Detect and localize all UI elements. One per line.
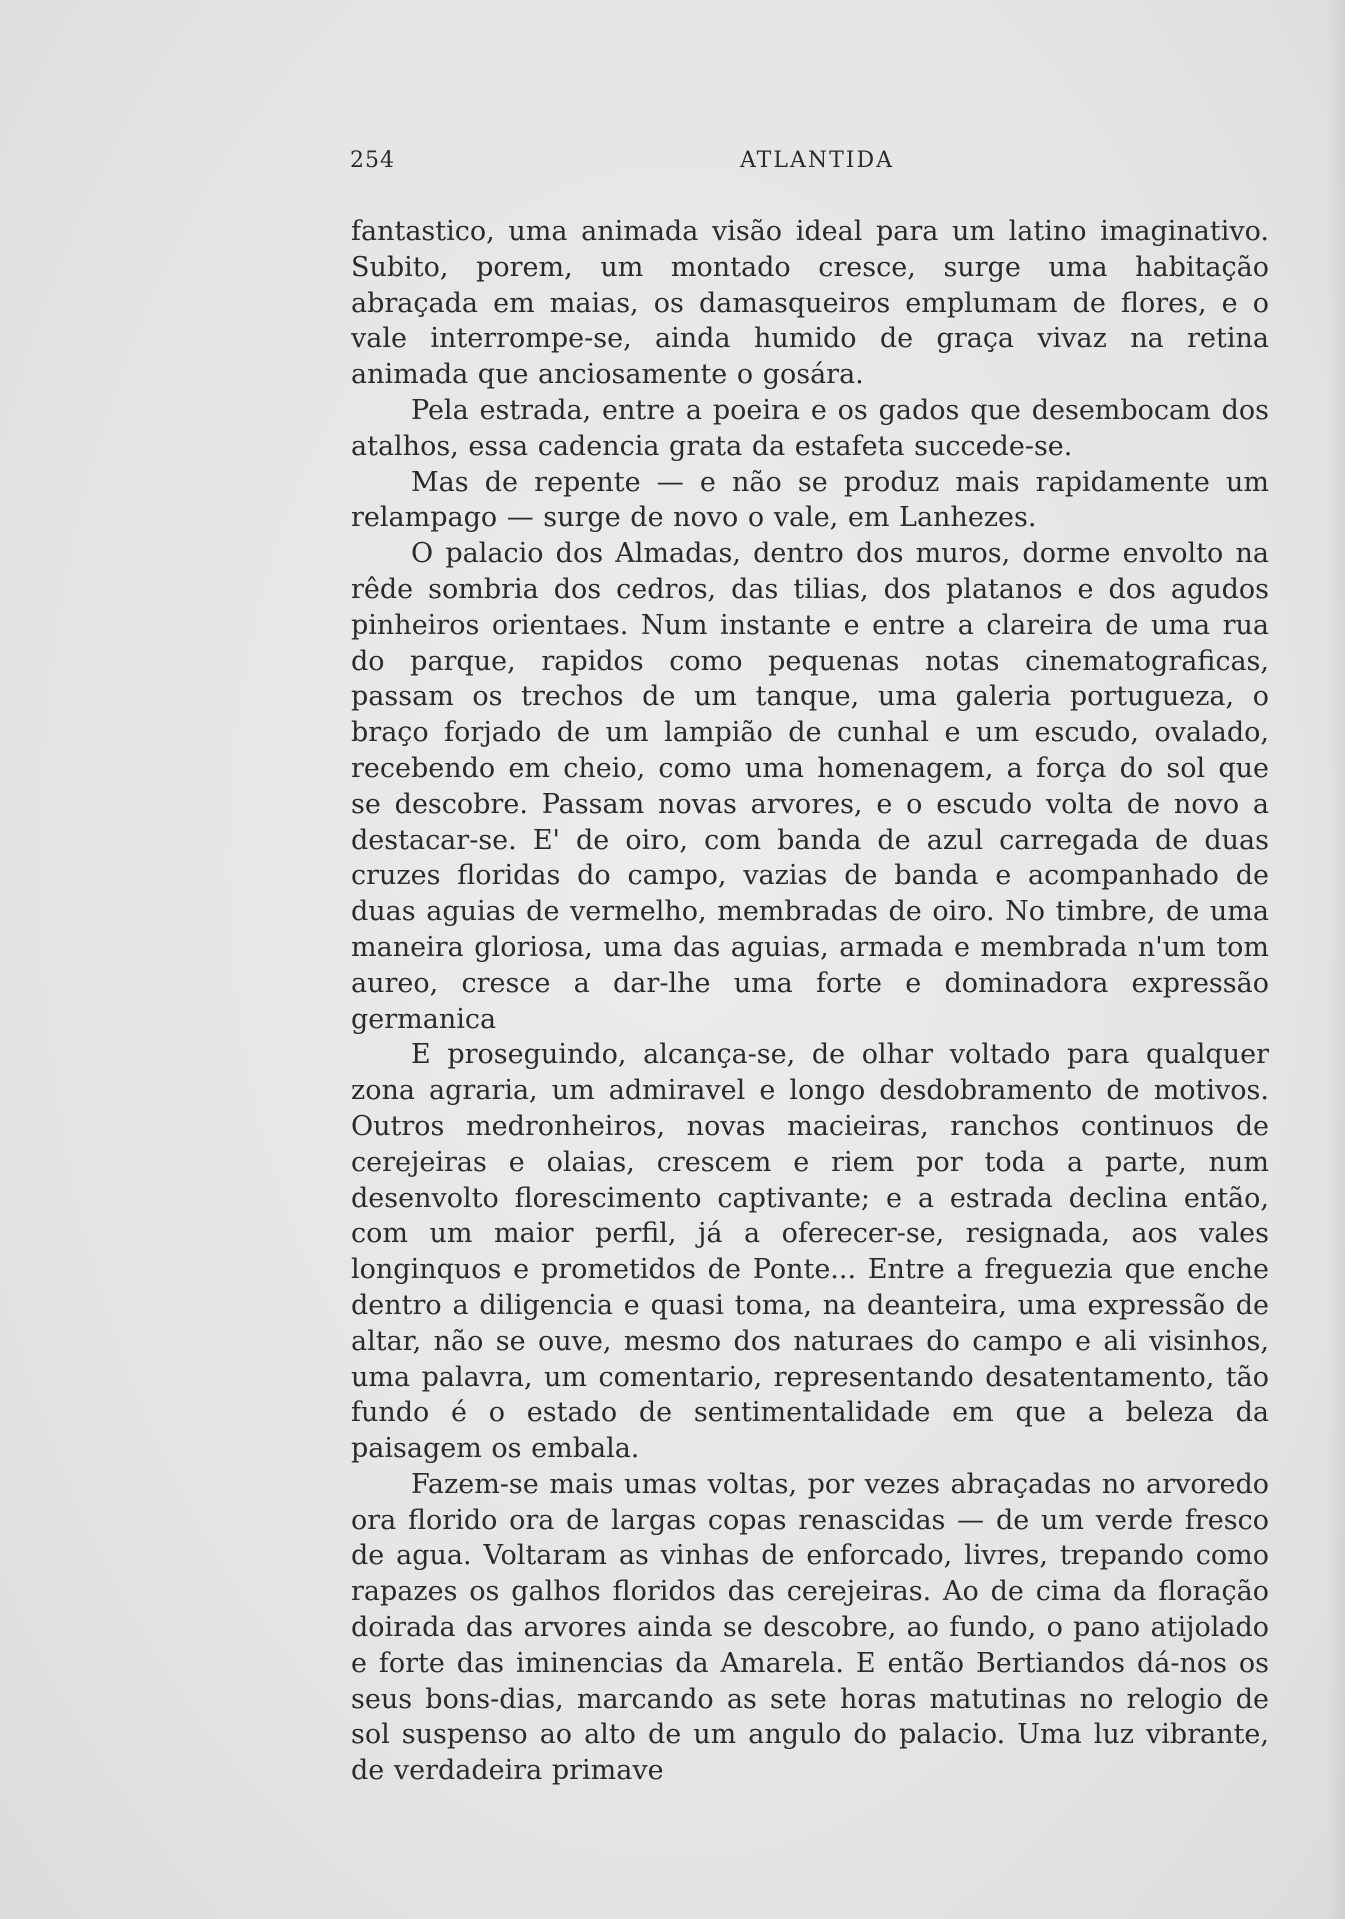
running-title: ATLANTIDA [740, 148, 894, 173]
paragraph: Mas de repente — e não se produz mais rapidamente um relampago — surge de novo o vale, em Lanhezes. [351, 466, 1269, 534]
page-number: 254 [350, 148, 395, 173]
body-text [351, 214, 1269, 1789]
paragraph: Fazem-se mais umas voltas, por vezes abraçadas no arvoredo ora florido ora de largas copas renascidas — de um verde fresco de agua. Voltaram as vinhas de enforcado, livres, trepando como rapazes os galhos floridos das cerejeiras. Ao de cima da floração doirada das arvores ainda se descobre, ao fundo, o pano atijolado e forte das iminencias da Amarela. E então Bertiandos dá-nos os seus bons-dias, marcando as sete horas matutinas no relogio de sol suspenso ao alto de um angulo do palacio. Uma luz vibrante, de verdadeira primave [351, 1468, 1269, 1787]
paragraph: E proseguindo, alcança-se, de olhar voltado para qualquer zona agraria, um admiravel e longo desdobramento de motivos. Outros medronheiros, novas macieiras, ranchos continuos de cerejeiras e olaias, crescem e riem por toda a parte, num desenvolto florescimento captivante; e a estrada declina então, com um maior perfil, já a oferecer-se, resignada, aos vales longinquos e prometidos de Ponte... Entre a freguezia que enche dentro a diligencia e quasi toma, na deanteira, uma expressão de altar, não se ouve, mesmo dos naturaes do campo e ali visinhos, uma palavra, um comentario, representando desatentamento, tão fundo é o estado de sentimentalidade em que a beleza da paisagem os embala. [351, 1039, 1269, 1465]
paragraph: fantastico, uma animada visão ideal para um latino imaginativo. Subito, porem, um montado cresce, surge uma habitação abraçada em maias, os damasqueiros emplumam de flores, e o vale interrompe-se, ainda humido de graça vivaz na retina animada que anciosamente o gosára. [351, 216, 1269, 391]
page-edge-shadow [1327, 0, 1345, 1919]
paragraph: O palacio dos Almadas, dentro dos muros, dorme envolto na rêde sombria dos cedros, das tilias, dos platanos e dos agudos pinheiros orientaes. Num instante e entre a clareira de uma rua do parque, rapidos como pequenas notas cinematograficas, passam os trechos de um tanque, uma galeria portugueza, o braço forjado de um lampião de cunhal e um escudo, ovalado, recebendo em cheio, como uma homenagem, a força do sol que se descobre. Passam novas arvores, e o escudo volta de novo a destacar-se. E' de oiro, com banda de azul carregada de duas cruzes floridas do campo, vazias de banda e acompanhado de duas aguias de vermelho, membradas de oiro. No timbre, de uma maneira gloriosa, uma das aguias, armada e membrada n'um tom aureo, cresce a dar-lhe uma forte e dominadora expressão germanica [351, 538, 1269, 1035]
running-header [350, 145, 895, 177]
paragraph: Pela estrada, entre a poeira e os gados que desembocam dos atalhos, essa cadencia grata da estafeta succede-se. [351, 394, 1269, 462]
